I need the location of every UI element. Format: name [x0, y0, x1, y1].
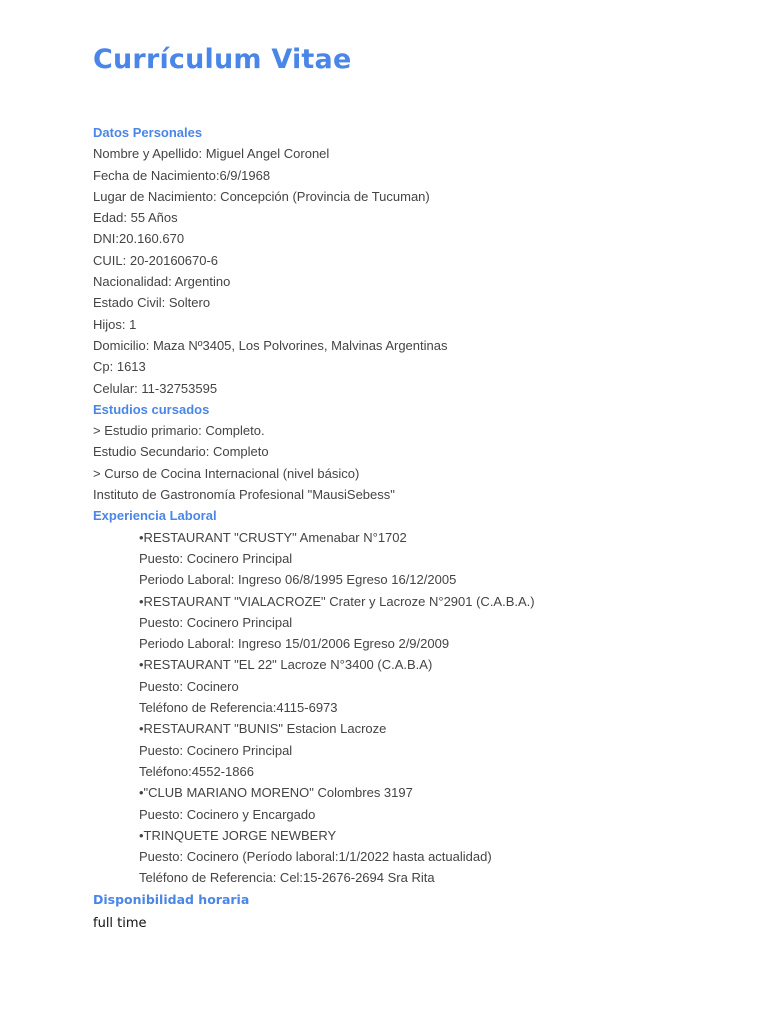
- section-heading-personal: Datos Personales: [93, 125, 203, 140]
- personal-line: Lugar de Nacimiento: Concepción (Provincia de Tucuman): [93, 188, 430, 204]
- personal-line: Celular: 11-32753595: [93, 380, 218, 396]
- experience-line: Teléfono:4552-1866: [139, 763, 254, 779]
- personal-line: Estado Civil: Soltero: [93, 295, 211, 311]
- experience-line: Puesto: Cocinero Principal: [139, 550, 293, 566]
- availability-section: [93, 889, 733, 934]
- experience-line: Puesto: Cocinero y Encargado: [139, 806, 316, 822]
- section-heading-education: Estudios cursados: [93, 401, 210, 417]
- personal-line: Nacionalidad: Argentino: [93, 274, 231, 290]
- personal-line: Cp: 1613: [93, 359, 146, 375]
- personal-line: DNI:20.160.670: [93, 231, 185, 247]
- education-line: Estudio Secundario: Completo: [93, 444, 269, 460]
- availability-value: full time: [93, 916, 147, 931]
- education-line: Instituto de Gastronomía Profesional "MausiSebess": [93, 487, 395, 503]
- experience-line: Periodo Laboral: Ingreso 06/8/1995 Egreso 16/12/2005: [139, 572, 457, 588]
- experience-line: Teléfono de Referencia: Cel:15-2676-2694 Sra Rita: [139, 870, 435, 886]
- personal-line: CUIL: 20-20160670-6: [93, 252, 219, 268]
- experience-line: Periodo Laboral: Ingreso 15/01/2006 Egreso 2/9/2009: [139, 636, 450, 652]
- personal-line: Hijos: 1: [93, 316, 137, 332]
- section-heading-availability: Disponibilidad horaria: [93, 892, 250, 907]
- experience-line: •RESTAURANT "BUNIS" Estacion Lacroze: [139, 721, 387, 737]
- experience-line: •RESTAURANT "VIALACROZE" Crater y Lacroze N°2901 (C.A.B.A.): [139, 593, 535, 609]
- experience-line: Puesto: Cocinero Principal: [139, 614, 293, 630]
- cv-body: [93, 122, 733, 889]
- document-title: Currículum Vitae: [93, 44, 352, 75]
- experience-line: Teléfono de Referencia:4115-6973: [139, 700, 338, 716]
- personal-line: Fecha de Nacimiento:6/9/1968: [93, 167, 271, 183]
- experience-line: •"CLUB MARIANO MORENO" Colombres 3197: [139, 785, 413, 801]
- experience-line: •RESTAURANT "CRUSTY" Amenabar N°1702: [139, 529, 407, 545]
- personal-line: Nombre y Apellido: Miguel Angel Coronel: [93, 146, 330, 162]
- section-heading-experience: Experiencia Laboral: [93, 508, 217, 524]
- experience-line: Puesto: Cocinero: [139, 678, 239, 694]
- experience-list: [93, 527, 733, 889]
- experience-line: Puesto: Cocinero (Período laboral:1/1/2022 hasta actualidad): [139, 849, 492, 865]
- education-line: > Curso de Cocina Internacional (nivel básico): [93, 465, 360, 481]
- personal-data-list: [93, 143, 733, 399]
- experience-line: Puesto: Cocinero Principal: [139, 742, 293, 758]
- education-line: > Estudio primario: Completo.: [93, 423, 265, 439]
- personal-line: Edad: 55 Años: [93, 210, 178, 226]
- experience-line: •RESTAURANT "EL 22" Lacroze N°3400 (C.A.B.A): [139, 657, 433, 673]
- education-list: [93, 420, 733, 505]
- personal-line: Domicilio: Maza Nº3405, Los Polvorines, Malvinas Argentinas: [93, 337, 448, 353]
- experience-line: •TRINQUETE JORGE NEWBERY: [139, 827, 337, 843]
